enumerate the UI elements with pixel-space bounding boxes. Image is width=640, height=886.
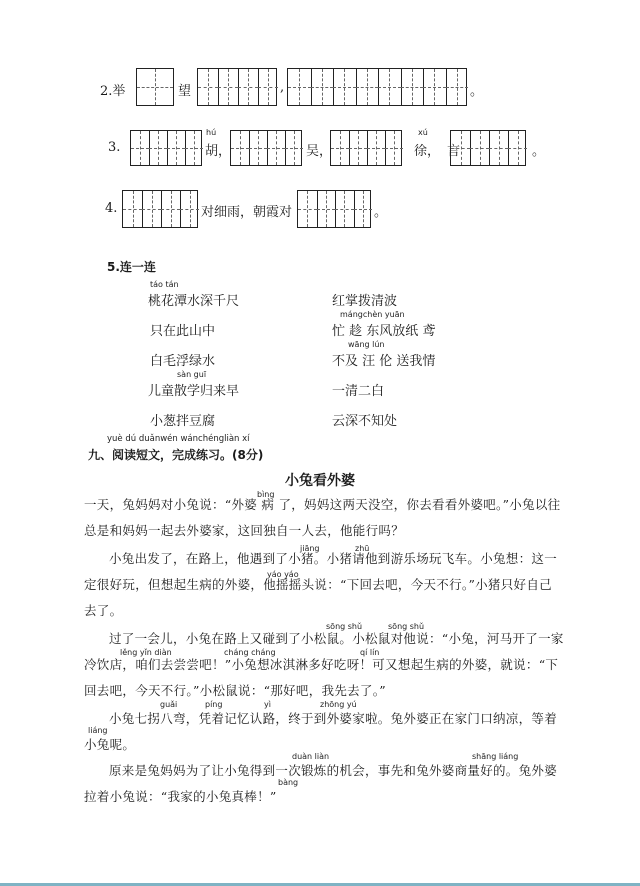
q3-label: 3.	[108, 140, 121, 155]
py-shangliang: shāng liáng	[472, 752, 519, 761]
section9-title: 九、阅读短文，完成练习。(8分)	[88, 448, 264, 462]
q3-hu: 胡，	[205, 144, 232, 159]
q2-box-1[interactable]	[136, 68, 174, 106]
q4-box-1[interactable]	[122, 190, 198, 228]
story-title: 小兔看外婆	[285, 473, 355, 489]
py-songshu-2: sōng shǔ	[388, 622, 425, 631]
left-1-pinyin: táo tán	[150, 280, 179, 289]
py-qilin: qí lín	[360, 648, 380, 657]
q3-end: 。	[532, 144, 546, 159]
py-yi: yì	[264, 700, 271, 709]
right-item-5[interactable]: 云深不知处	[332, 414, 398, 429]
story-paragraph-1: 一天，兔妈妈对小兔说：“外婆 病 了，妈妈这两天没空，你去看看外婆吧。”小兔以往总是和妈妈一起去外婆家，这回独自一人去，他能行吗？	[84, 497, 561, 538]
py-lengyindian: lěng yǐn diàn	[120, 648, 172, 657]
left-item-3[interactable]: 白毛浮绿水	[150, 354, 216, 369]
q3-box-1[interactable]	[130, 130, 202, 166]
q3-xu-pinyin: xú	[418, 128, 428, 137]
story-paragraph-3: 过了一会儿，小兔在路上又碰到了小松鼠。小松鼠对他说：“小兔，河马开了一家冷饮店，咱们去尝尝吧！”小兔想冰淇淋多好吃呀！可又想起生病的外婆，就说：“下回去吧，今天不行。”小松鼠说：“那好吧，我先去了。”	[84, 631, 564, 698]
right-2-pinyin: mángchèn yuān	[340, 310, 405, 319]
py-ping: píng	[205, 700, 223, 709]
q3-hu-pinyin: hú	[206, 128, 217, 137]
py-liang: liáng	[88, 726, 108, 735]
left-item-4[interactable]: 儿童散学归来早	[148, 384, 240, 399]
q3-wu: 吴，	[306, 144, 333, 159]
q4-mid: 对细雨，朝霞对	[201, 205, 293, 220]
q2-box-2[interactable]	[197, 68, 277, 106]
q3-box-2[interactable]	[230, 130, 302, 166]
py-jiang: jiāng	[300, 544, 320, 553]
section5-title: 5.连一连	[107, 260, 156, 274]
right-item-1[interactable]: 红掌拨清波	[332, 294, 398, 309]
left-4-pinyin: sàn guī	[177, 370, 207, 379]
q4-box-2[interactable]	[297, 190, 371, 228]
section9-pinyin: yuè dú duǎnwén wánchéngliàn xí	[107, 434, 250, 444]
py-songshu-1: sōng shǔ	[326, 622, 363, 631]
story-paragraph-2: 小兔出发了，在路上，他遇到了小猪。小猪请他到游乐场玩飞车。小兔想：这一定很好玩，但想起生病的外婆，他摇摇头说：“下回去吧，今天不行。”小猪只好自己去了。	[84, 551, 558, 618]
py-zhongyu: zhōng yú	[320, 700, 357, 709]
story-paragraph-5: 原来是兔妈妈为了让小兔得到一次锻炼的机会，事先和兔外婆商量好的。兔外婆拉着小兔说：“我家的小兔真棒！”	[84, 763, 558, 804]
right-item-4[interactable]: 一清二白	[332, 384, 385, 399]
q3-box-4[interactable]	[450, 130, 526, 166]
q3-yan: 言	[447, 144, 461, 159]
py-bang: bàng	[278, 778, 299, 787]
q2-end: 。	[470, 84, 484, 99]
right-3-pinyin: wāng lún	[348, 340, 385, 349]
py-changchang: cháng cháng	[224, 648, 276, 657]
q2-sep: ,	[280, 80, 285, 95]
q2-label: 2.举	[100, 84, 126, 99]
py-zhu: zhū	[355, 544, 370, 553]
q3-xu: 徐，	[414, 144, 441, 159]
right-item-3[interactable]: 不及 汪 伦 送我情	[332, 354, 436, 369]
py-duanlian: duàn liàn	[292, 752, 330, 761]
left-item-2[interactable]: 只在此山中	[150, 324, 216, 339]
q2-box-3[interactable]	[287, 68, 467, 106]
right-item-2[interactable]: 忙 趁 东风放纸 鸢	[332, 324, 436, 339]
q4-end: 。	[374, 205, 388, 220]
q2-mid: 望	[178, 84, 192, 99]
left-item-1[interactable]: 桃花潭水深千尺	[148, 294, 240, 309]
left-item-5[interactable]: 小葱拌豆腐	[150, 414, 216, 429]
q4-label: 4.	[105, 201, 118, 216]
story-paragraph-4: 小兔七拐八弯，凭着记忆认路，终于到外婆家啦。兔外婆正在家门口纳凉，等着小兔呢。	[84, 711, 558, 752]
py-bing: bìng	[257, 490, 275, 499]
py-yaoyao: yáo yáo	[267, 570, 299, 579]
py-guai: guǎi	[160, 700, 178, 709]
q3-box-3[interactable]	[330, 130, 402, 166]
